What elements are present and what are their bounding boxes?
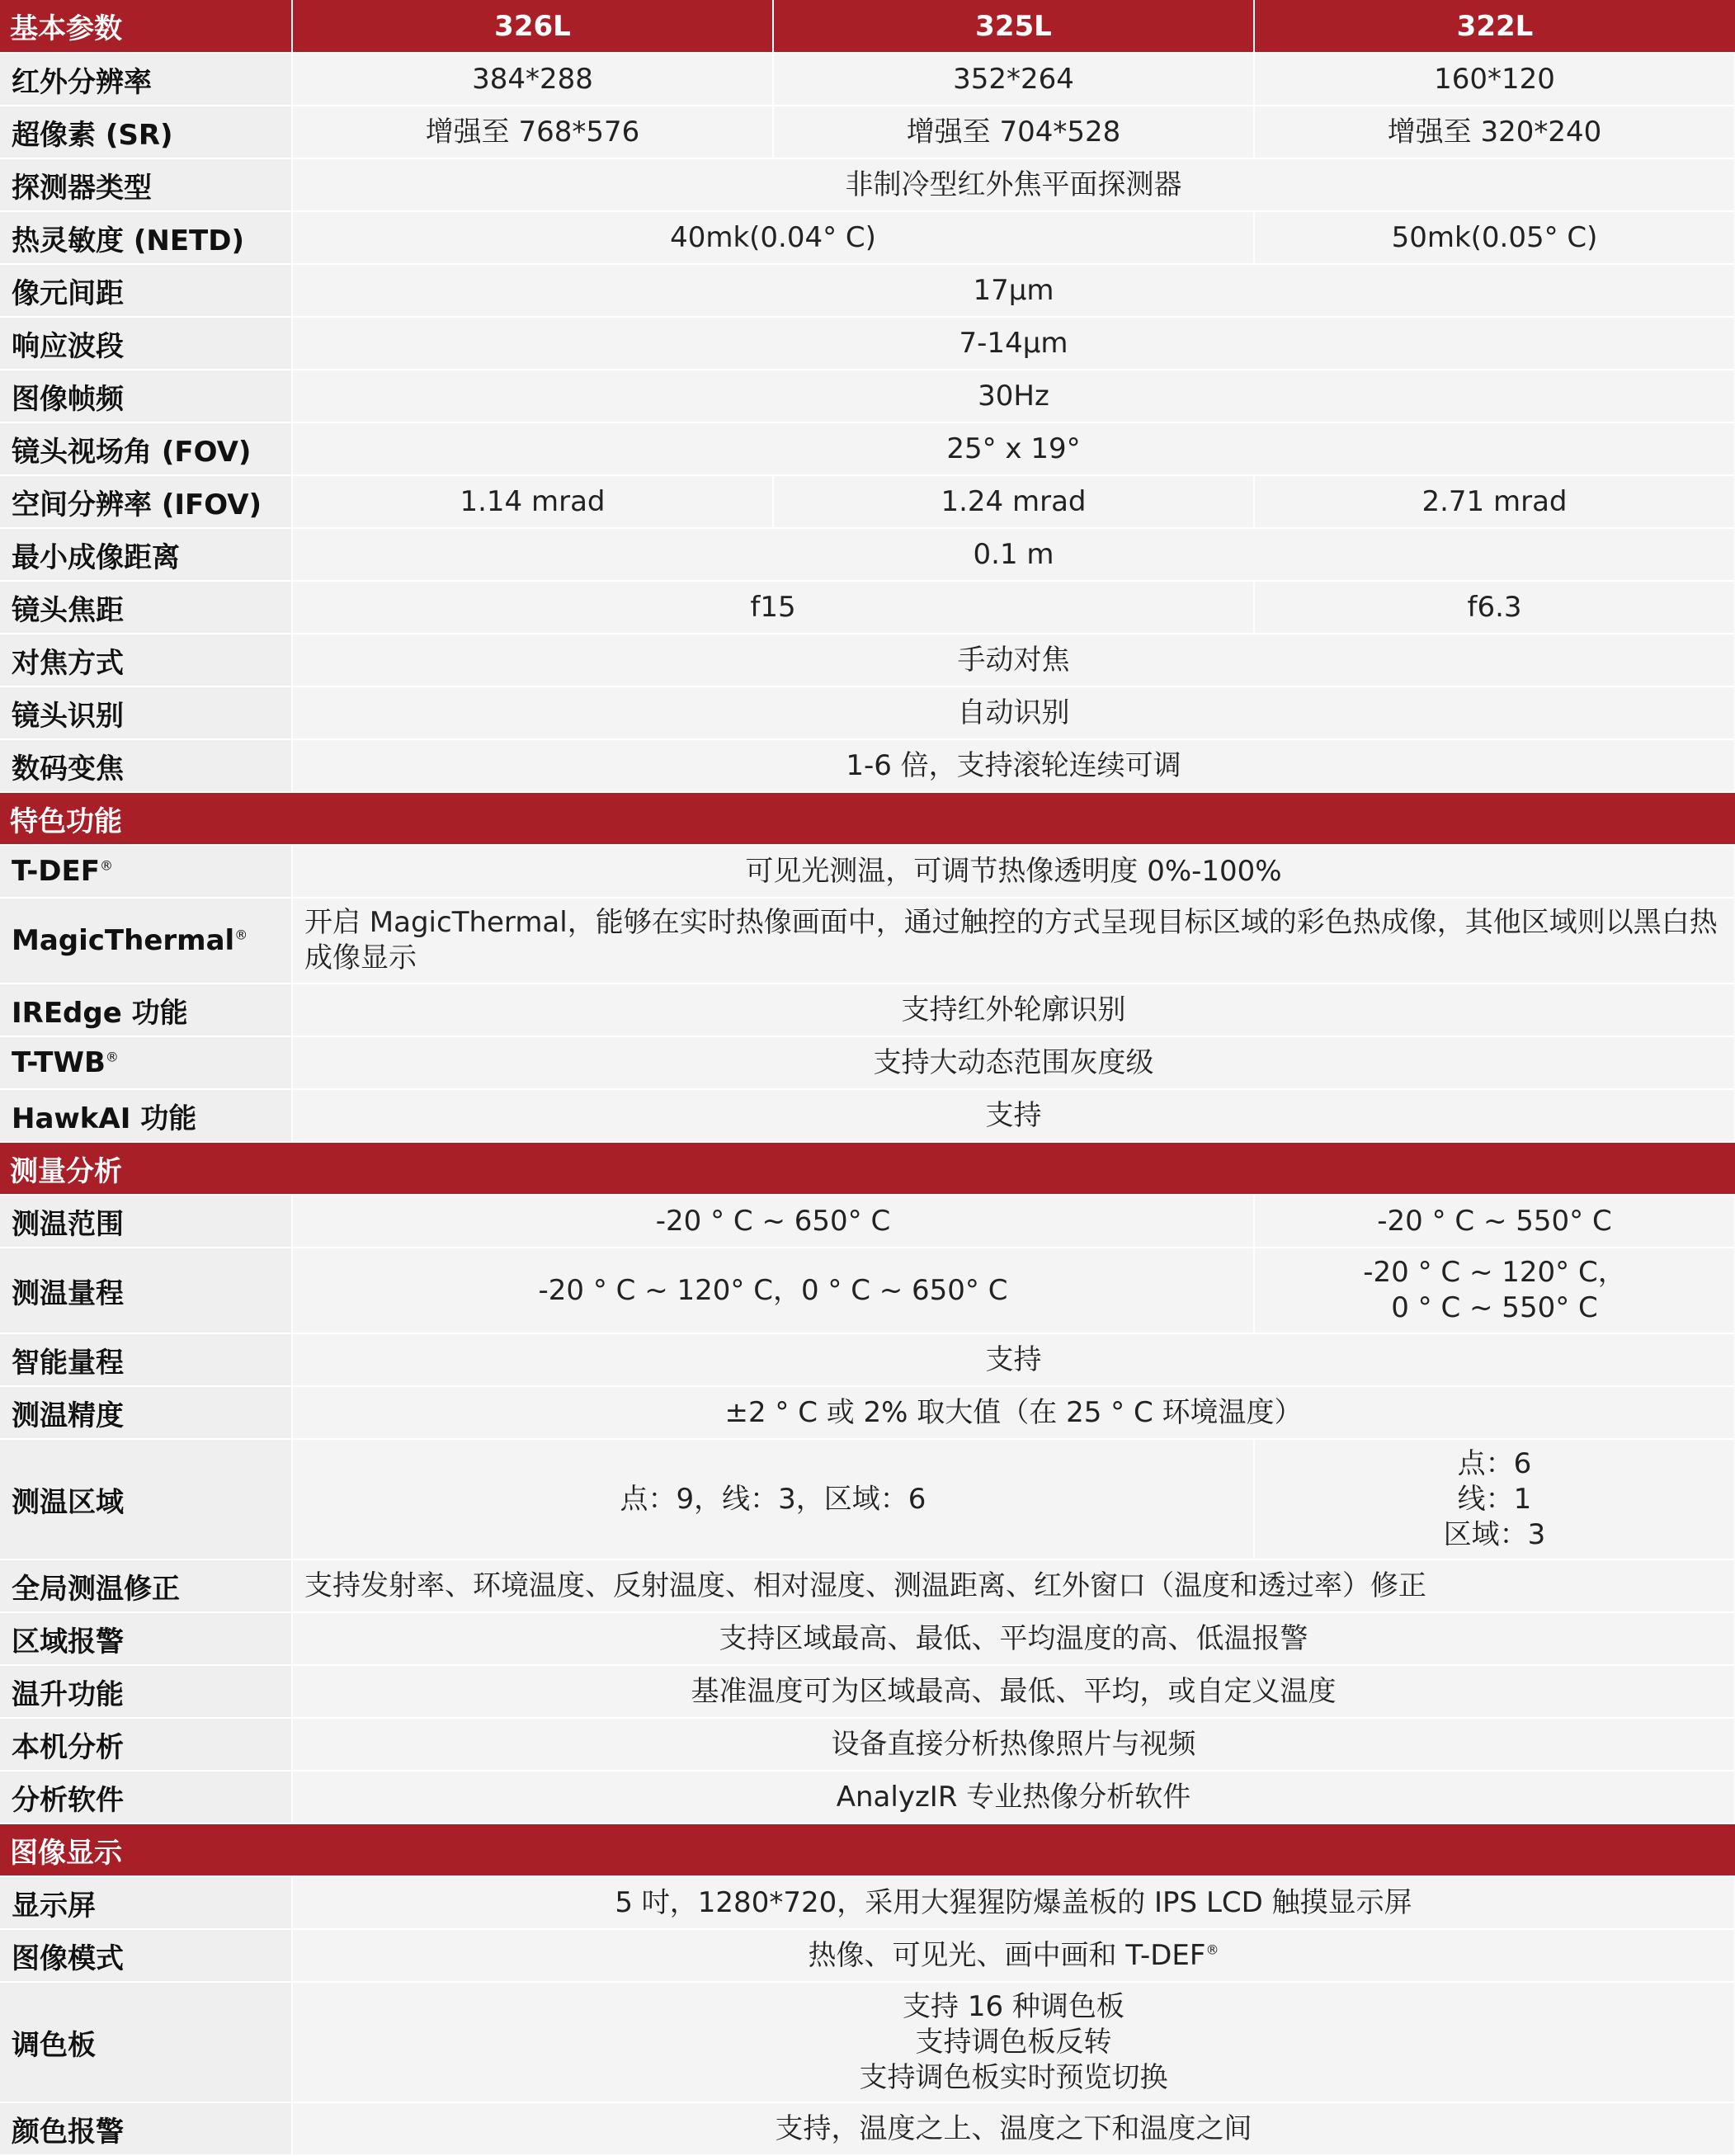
table-row [0,1929,1735,1982]
table-row [0,739,1735,792]
registered-mark: ® [105,1049,119,1065]
section-title-display: 图像显示 [0,1823,1735,1876]
value-line: 线：1 [1457,1482,1532,1516]
table-row [0,1036,1735,1089]
registered-mark: ® [1205,1941,1219,1958]
table-row [0,53,1735,106]
value-line: 支持调色板反转 [915,2025,1112,2059]
row-label: 图像模式 [0,1929,292,1982]
cell-value: 160*120 [1254,53,1735,106]
table-row [0,2102,1735,2155]
value-line: 支持调色板实时预览切换 [859,2060,1168,2094]
table-row [0,1876,1735,1929]
table-row [0,317,1735,370]
cell-value: 支持，温度之上、温度之下和温度之间 [292,2102,1735,2155]
cell-value [292,1982,1735,2102]
cell-value: 1.14 mrad [292,475,773,528]
value-line: 点：6 [1457,1446,1532,1480]
model-322l: 322L [1254,0,1735,53]
row-label: 镜头识别 [0,686,292,739]
table-row [0,1771,1735,1823]
cell-value [1254,1439,1735,1559]
cell-value: 增强至 320*240 [1254,106,1735,158]
cell-value: AnalyzIR 专业热像分析软件 [292,1771,1735,1823]
cell-value: 增强至 768*576 [292,106,773,158]
registered-mark: ® [234,927,248,943]
row-label: HawkAI 功能 [0,1089,292,1142]
cell-value: 7-14μm [292,317,1735,370]
table-row [0,422,1735,475]
row-label: 显示屏 [0,1876,292,1929]
cell-value: f6.3 [1254,581,1735,634]
cell-value: 2.71 mrad [1254,475,1735,528]
table-row [0,581,1735,634]
row-label: 测温区域 [0,1439,292,1559]
table-row [0,1718,1735,1771]
cell-value: 支持 [292,1089,1735,1142]
row-label: 温升功能 [0,1665,292,1718]
table-row [0,1333,1735,1386]
table-row [0,634,1735,686]
cell-value: 可见光测温，可调节热像透明度 0%-100% [292,845,1735,898]
cell-value [292,1929,1735,1982]
cell-value: 支持区域最高、最低、平均温度的高、低温报警 [292,1612,1735,1665]
cell-value: 384*288 [292,53,773,106]
table-row [0,264,1735,317]
cell-value: 25° x 19° [292,422,1735,475]
row-label: 像元间距 [0,264,292,317]
label-text: T-DEF [12,855,100,888]
row-label: 探测器类型 [0,158,292,211]
cell-value: 17μm [292,264,1735,317]
cell-value: f15 [292,581,1254,634]
cell-value: 支持大动态范围灰度级 [292,1036,1735,1089]
table-row [0,1612,1735,1665]
value-line: 区域：3 [1443,1517,1546,1551]
cell-value: -20 ° C ~ 650° C [292,1195,1254,1248]
table-row [0,1559,1735,1612]
cell-value: 0.1 m [292,528,1735,581]
row-label: 红外分辨率 [0,53,292,106]
cell-value: 1-6 倍，支持滚轮连续可调 [292,739,1735,792]
value-line: 0 ° C ~ 550° C [1391,1291,1598,1324]
value-line: 支持 16 种调色板 [903,1989,1124,2023]
cell-value: 352*264 [773,53,1254,106]
header-row [0,0,1735,53]
table-row [0,106,1735,158]
table-row [0,898,1735,984]
cell-value: 支持 [292,1333,1735,1386]
model-325l: 325L [773,0,1254,53]
cell-value: 50mk(0.05° C) [1254,211,1735,264]
row-label [0,898,292,984]
row-label: 数码变焦 [0,739,292,792]
table-row [0,845,1735,898]
cell-value [1254,1248,1735,1333]
table-row [0,1248,1735,1333]
row-label: 智能量程 [0,1333,292,1386]
cell-value: 基准温度可为区域最高、最低、平均，或自定义温度 [292,1665,1735,1718]
row-label: 最小成像距离 [0,528,292,581]
row-label: 超像素 (SR) [0,106,292,158]
cell-value: 30Hz [292,370,1735,422]
cell-value: 自动识别 [292,686,1735,739]
row-label: 镜头视场角 (FOV) [0,422,292,475]
table-row [0,1089,1735,1142]
registered-mark: ® [99,857,113,874]
cell-value: 点：9，线：3，区域：6 [292,1439,1254,1559]
row-label: 本机分析 [0,1718,292,1771]
value-line: -20 ° C ~ 120° C， [1363,1256,1626,1289]
row-label: 测温范围 [0,1195,292,1248]
cell-value: -20 ° C ~ 550° C [1254,1195,1735,1248]
section-row-measurement [0,1142,1735,1195]
row-label: 测温量程 [0,1248,292,1333]
cell-value: 1.24 mrad [773,475,1254,528]
label-text: MagicThermal [12,924,235,957]
section-row-display [0,1823,1735,1876]
cell-value: 5 吋，1280*720，采用大猩猩防爆盖板的 IPS LCD 触摸显示屏 [292,1876,1735,1929]
table-row [0,686,1735,739]
row-label [0,845,292,898]
value-text: 热像、可见光、画中画和 T-DEF [808,1938,1206,1972]
cell-value: 开启 MagicThermal，能够在实时热像画面中，通过触控的方式呈现目标区域的彩色热成像，其他区域则以黑白热成像显示 [292,898,1735,984]
cell-value: 40mk(0.04° C) [292,211,1254,264]
row-label [0,1036,292,1089]
section-title-features: 特色功能 [0,792,1735,845]
cell-value: ±2 ° C 或 2% 取大值（在 25 ° C 环境温度） [292,1386,1735,1439]
table-row [0,1439,1735,1559]
table-row [0,1386,1735,1439]
cell-value: 增强至 704*528 [773,106,1254,158]
row-label: 全局测温修正 [0,1559,292,1612]
cell-value: 设备直接分析热像照片与视频 [292,1718,1735,1771]
row-label: 镜头焦距 [0,581,292,634]
cell-value: 支持红外轮廓识别 [292,984,1735,1036]
section-row-features [0,792,1735,845]
table-row [0,528,1735,581]
cell-value: 手动对焦 [292,634,1735,686]
table-row [0,211,1735,264]
row-label: 对焦方式 [0,634,292,686]
table-row [0,1195,1735,1248]
table-row [0,1982,1735,2102]
model-326l: 326L [292,0,773,53]
table-row [0,475,1735,528]
row-label: 热灵敏度 (NETD) [0,211,292,264]
cell-value: 支持发射率、环境温度、反射温度、相对湿度、测温距离、红外窗口（温度和透过率）修正 [292,1559,1735,1612]
label-text: T-TWB [12,1046,106,1079]
row-label: 调色板 [0,1982,292,2102]
row-label: IREdge 功能 [0,984,292,1036]
row-label: 区域报警 [0,1612,292,1665]
row-label: 分析软件 [0,1771,292,1823]
row-label: 响应波段 [0,317,292,370]
row-label: 图像帧频 [0,370,292,422]
row-label: 空间分辨率 (IFOV) [0,475,292,528]
section-title-basic: 基本参数 [0,0,292,53]
table-row [0,158,1735,211]
table-row [0,370,1735,422]
table-row [0,984,1735,1036]
table-row [0,1665,1735,1718]
row-label: 颜色报警 [0,2102,292,2155]
cell-value: -20 ° C ~ 120° C，0 ° C ~ 650° C [292,1248,1254,1333]
cell-value: 非制冷型红外焦平面探测器 [292,158,1735,211]
row-label: 测温精度 [0,1386,292,1439]
section-title-measurement: 测量分析 [0,1142,1735,1195]
